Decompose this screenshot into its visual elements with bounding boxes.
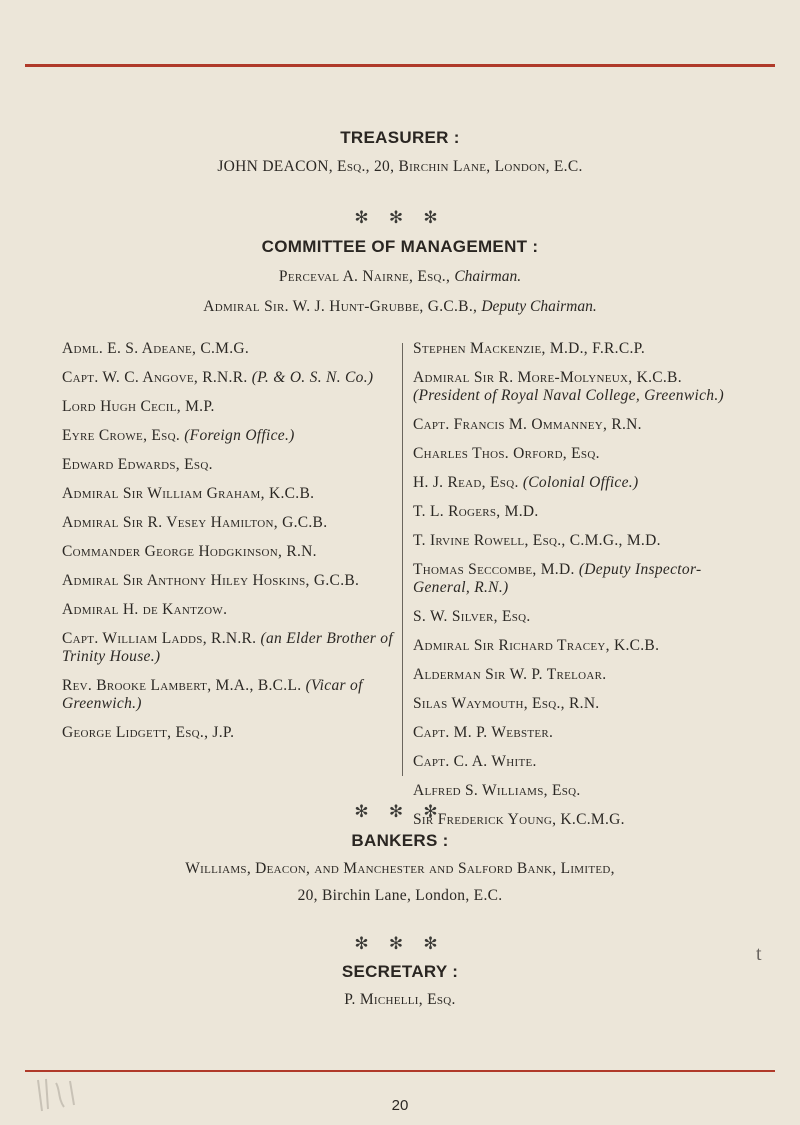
committee-member: Admiral Sir Richard Tracey, K.C.B. xyxy=(413,637,660,654)
committee-member: Admiral Sir R. More-Molyneux, K.C.B. (President of Royal Naval College, Greenwich.) xyxy=(413,369,724,404)
deputy-chairman-line xyxy=(0,298,800,316)
committee-member: Capt. M. P. Webster. xyxy=(413,724,554,741)
top-red-rule xyxy=(25,64,775,67)
committee-member: Stephen Mackenzie, M.D., F.R.C.P. xyxy=(413,340,646,357)
column-divider xyxy=(402,343,403,776)
secretary-heading: SECRETARY : xyxy=(341,962,459,981)
committee-member: Rev. Brooke Lambert, M.A., B.C.L. (Vicar of Greenwich.) xyxy=(62,677,363,712)
committee-member: Sir Frederick Young, K.C.M.G. xyxy=(413,811,625,828)
committee-member: Silas Waymouth, Esq., R.N. xyxy=(413,695,600,712)
committee-member: Charles Thos. Orford, Esq. xyxy=(413,445,600,462)
bottom-red-rule xyxy=(25,1070,775,1072)
committee-member: Admiral Sir R. Vesey Hamilton, G.C.B. xyxy=(62,514,328,531)
committee-member: S. W. Silver, Esq. xyxy=(413,608,531,625)
treasurer-heading: TREASURER : xyxy=(340,128,460,147)
committee-heading: COMMITTEE OF MANAGEMENT : xyxy=(261,237,539,256)
committee-member: Admiral H. de Kantzow. xyxy=(62,601,228,618)
bankers-heading: BANKERS : xyxy=(351,831,449,850)
committee-member: Thomas Seccombe, M.D. (Deputy Inspector-General, R.N.) xyxy=(413,561,702,596)
bankers-line-2: 20, Birchin Lane, London, E.C. xyxy=(297,887,503,904)
committee-member: George Lidgett, Esq., J.P. xyxy=(62,724,235,741)
committee-member: Capt. Francis M. Ommanney, R.N. xyxy=(413,416,642,433)
chairman-role: Chairman. xyxy=(454,268,522,285)
ornament-divider: ✻ ✻ ✻ xyxy=(354,208,446,227)
deputy-chairman-name: Admiral Sir. W. J. Hunt-Grubbe, G.C.B., xyxy=(203,298,478,315)
committee-member: Edward Edwards, Esq. xyxy=(62,456,213,473)
committee-left-column xyxy=(62,340,397,753)
committee-member: Capt. William Ladds, R.N.R. (an Elder Brother of Trinity House.) xyxy=(62,630,393,665)
committee-member: Capt. C. A. White. xyxy=(413,753,537,770)
margin-pencil-mark: t xyxy=(756,943,762,965)
committee-member: T. L. Rogers, M.D. xyxy=(413,503,539,520)
secretary-line: P. Michelli, Esq. xyxy=(344,991,456,1008)
deputy-chairman-role: Deputy Chairman. xyxy=(481,298,597,315)
committee-member: Capt. W. C. Angove, R.N.R. (P. & O. S. N. Co.) xyxy=(62,369,374,386)
committee-member: Admiral Sir William Graham, K.C.B. xyxy=(62,485,315,502)
page-number: 20 xyxy=(391,1097,409,1114)
treasurer-line: JOHN DEACON, Esq., 20, Birchin Lane, London, E.C. xyxy=(217,158,583,175)
committee-member: Alderman Sir W. P. Treloar. xyxy=(413,666,607,683)
committee-member: Eyre Crowe, Esq. (Foreign Office.) xyxy=(62,427,295,444)
bankers-line-1: Williams, Deacon, and Manchester and Salford Bank, Limited, xyxy=(185,860,615,877)
committee-member: Adml. E. S. Adeane, C.M.G. xyxy=(62,340,250,357)
committee-right-column xyxy=(413,340,753,840)
committee-member: H. J. Read, Esq. (Colonial Office.) xyxy=(413,474,639,491)
committee-member: Admiral Sir Anthony Hiley Hoskins, G.C.B. xyxy=(62,572,360,589)
ornament-divider: ✻ ✻ ✻ xyxy=(354,802,446,821)
chairman-line xyxy=(0,268,800,286)
committee-member: T. Irvine Rowell, Esq., C.M.G., M.D. xyxy=(413,532,661,549)
ornament-divider: ✻ ✻ ✻ xyxy=(354,934,446,953)
committee-member: Alfred S. Williams, Esq. xyxy=(413,782,581,799)
committee-member: Commander George Hodgkinson, R.N. xyxy=(62,543,317,560)
committee-member: Lord Hugh Cecil, M.P. xyxy=(62,398,215,415)
chairman-name: Perceval A. Nairne, Esq., xyxy=(278,268,451,285)
